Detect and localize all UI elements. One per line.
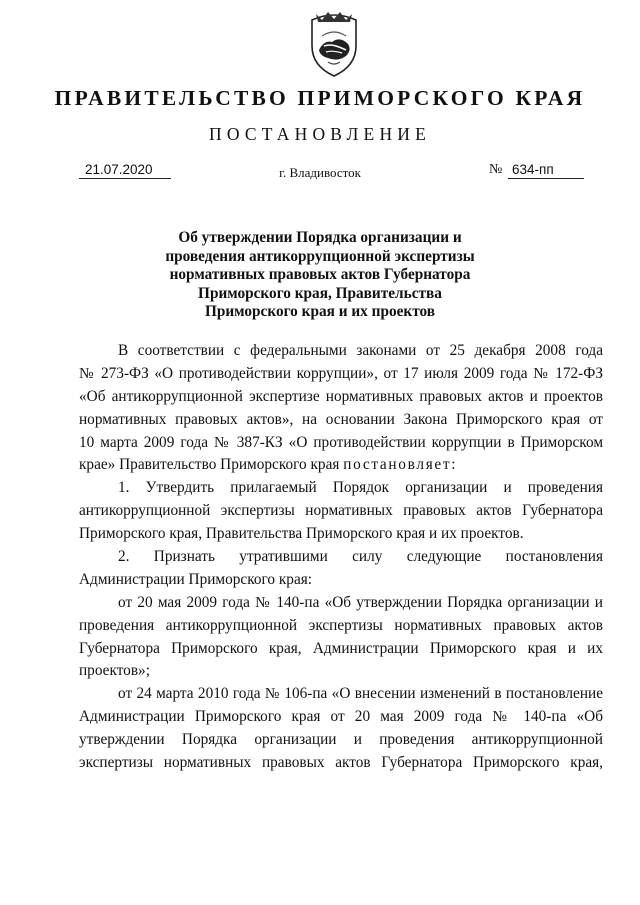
heading-line: нормативных правовых актов Губернатора — [169, 266, 471, 283]
text-line: от 24 марта 2010 года № 106-па «О внесении изменений в постановление — [118, 685, 603, 703]
text-line: экспертизы нормативных правовых актов Губернатора Приморского края, — [79, 754, 603, 772]
decree-city: г. Владивосток — [279, 165, 361, 180]
text-line: 2. Признать утратившими силу следующие постановления — [118, 548, 603, 566]
heading-line: Об утверждении Порядка организации и — [178, 229, 462, 246]
text-line: Приморского края, Правительства Приморского края и их проектов. — [79, 525, 524, 543]
decree-number-sign: № — [489, 162, 503, 177]
heading-line: Приморского края, Правительства — [198, 284, 442, 302]
text-line: № 273-ФЗ «О противодействии коррупции», от 17 июля 2009 года № 172-ФЗ — [79, 364, 603, 382]
text-line: Губернатора Приморского края, Администрации Приморского края и их — [79, 639, 603, 657]
text-line: 10 марта 2009 года № 387-КЗ «О противодействии коррупции в Приморском — [79, 433, 603, 451]
text-line: В соответствии с федеральными законами от 25 декабря 2008 года — [118, 342, 603, 359]
text-fragment: крае» Правительство Приморского края — [79, 456, 340, 474]
document-type: ПОСТАНОВЛЕНИЕ — [208, 124, 432, 144]
text-line: Администрации Приморского края от 20 мая 2009 года № 140-па «Об — [79, 708, 603, 726]
decree-body — [79, 340, 603, 775]
decree-heading — [0, 229, 640, 322]
heading-line: Приморского края и их проектов — [204, 303, 436, 320]
text-line: антикоррупционной экспертизы нормативных правовых актов Губернатора — [79, 502, 603, 520]
decree-date: 21.07.2020 — [79, 162, 171, 179]
text-line: 1. Утвердить прилагаемый Порядок организации и проведения — [118, 479, 603, 497]
text-line: нормативных правовых актов», на основании Закона Приморского края от — [79, 410, 603, 428]
resolves-word: постановляет: — [343, 456, 458, 474]
text-line: утверждении Порядка организации и проведения антикоррупционной — [79, 731, 603, 749]
text-line: от 20 мая 2009 года № 140-па «Об утверждении Порядка организации и — [118, 593, 603, 611]
heading-line: проведения антикоррупционной экспертизы — [165, 247, 475, 265]
text-line: «Об антикоррупционной экспертизе нормативных правовых актов и проектов — [79, 387, 603, 405]
text-line: проектов»; — [79, 662, 150, 680]
text-line: Администрации Приморского края: — [79, 570, 313, 588]
government-title: ПРАВИТЕЛЬСТВО ПРИМОРСКОГО КРАЯ — [54, 86, 586, 110]
coat-of-arms-icon — [302, 6, 366, 80]
text-line: проведения антикоррупционной экспертизы нормативных правовых актов — [79, 616, 603, 634]
decree-number: 634-пп — [508, 162, 584, 179]
text-line — [79, 454, 603, 477]
